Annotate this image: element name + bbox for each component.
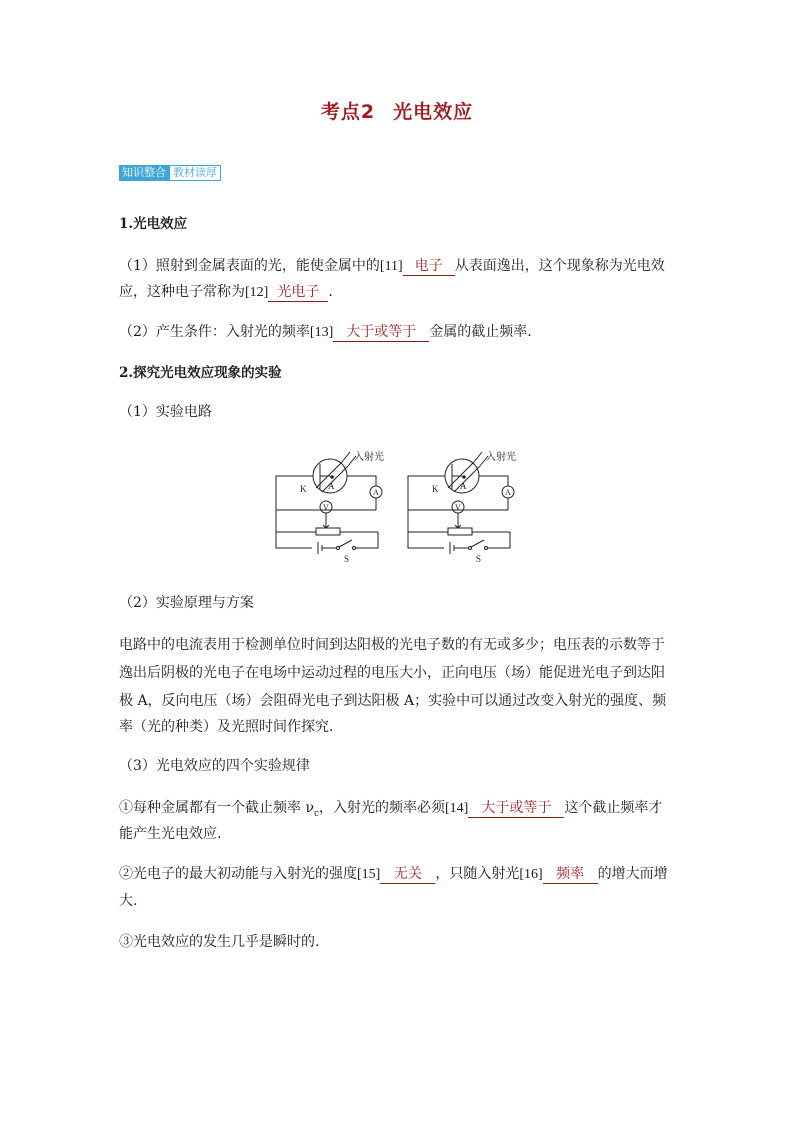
label-ammeter-right: A: [505, 488, 511, 497]
s1-p2-text: （2）产生条件：入射光的频率: [119, 324, 310, 340]
label-a-tube-right: A: [460, 481, 467, 491]
rule-2-line2: 大.: [119, 893, 138, 909]
ref-11: [11]: [379, 259, 403, 274]
label-light-left: 入射光: [354, 452, 384, 463]
answer-15: 无关: [380, 865, 435, 884]
label-switch-left: S: [344, 554, 350, 564]
tag-textbook: 教材读厚: [169, 165, 221, 181]
rule-1-text-b: ，入射光的频率必须: [319, 800, 446, 816]
circuit-diagram: [272, 444, 522, 566]
rule-1-line2: 能产生光电效应.: [119, 826, 222, 842]
answer-13: 大于或等于: [333, 323, 429, 342]
label-a-tube-left: A: [328, 481, 335, 491]
heading-1: 1.光电效应: [119, 216, 188, 232]
s1-p1-text-c: 应，这种电子常称为: [119, 284, 245, 300]
principle-line-3: 极 A，反向电压（场）会阻碍光电子到达阳极 A；实验中可以通过改变入射光的强度、频: [119, 693, 667, 709]
answer-16: 频率: [543, 865, 598, 884]
label-light-right: 入射光: [486, 452, 516, 463]
title-part1: 考点2: [320, 101, 376, 123]
label-k-right: K: [432, 484, 439, 494]
rule-3: ③光电效应的发生几乎是瞬时的.: [119, 934, 320, 950]
rheostat-right-icon: [448, 528, 472, 535]
title-part2: 光电效应: [393, 101, 474, 123]
principle-line-4: 率（光的种类）及光照时间作探究.: [119, 719, 334, 735]
answer-12: 光电子: [268, 283, 328, 302]
answer-11: 电子: [403, 257, 455, 276]
ref-15: [15]: [357, 867, 381, 882]
principle-line-1: 电路中的电流表用于检测单位时间到达阳极的光电子数的有无或多少；电压表的示数等于: [119, 637, 665, 653]
rule-2-text: ②光电子的最大初动能与入射光的强度: [119, 866, 357, 882]
rule-2-text-b: ，只随入射光: [435, 866, 520, 882]
label-k-left: K: [300, 484, 307, 494]
rule-2-line1: [119, 860, 675, 889]
rule-2-text-c: 的增大而增: [597, 866, 668, 882]
label-voltmeter-left: V: [323, 503, 329, 512]
label-switch-right: S: [476, 554, 482, 564]
rule-1-text-c: 这个截止频率才: [564, 800, 663, 816]
section-tags: [119, 165, 221, 181]
tag-knowledge: 知识整合: [119, 165, 169, 181]
principle-line-2: 逸出后阴极的光电子在电场中运动过程的电压大小，正向电压（场）能促进光电子到达阳: [119, 665, 665, 681]
circuit-right: [408, 452, 514, 554]
s1-p1-text: （1）照射到金属表面的光，能使金属中的: [119, 258, 380, 274]
s1-p2-text-b: 金属的截止频率.: [429, 324, 532, 340]
s1-p1-end: .: [328, 284, 333, 300]
label-voltmeter-right: V: [455, 503, 461, 512]
heading-2: 2.探究光电效应现象的实验: [119, 365, 282, 381]
answer-14: 大于或等于: [468, 799, 564, 818]
ref-13: [13]: [309, 325, 334, 340]
rule-1-subscript: c: [313, 808, 320, 819]
ref-14: [14]: [445, 801, 469, 816]
rule-1-text: ①每种金属都有一个截止频率 ν: [119, 800, 314, 816]
ref-12: [12]: [245, 285, 269, 300]
sub-circuit: （1）实验电路: [119, 404, 212, 420]
sub-rules: （3）光电效应的四个实验规律: [119, 758, 310, 774]
page-title: [0, 97, 794, 124]
s1-p1-text-b: 从表面逸出，这个现象称为光电效: [454, 258, 665, 274]
sub-principle: （2）实验原理与方案: [119, 595, 254, 611]
rheostat-left-icon: [316, 528, 340, 535]
s1-p1-line1: [119, 252, 675, 281]
label-ammeter-left: A: [373, 488, 379, 497]
circuit-left: [276, 452, 382, 554]
ref-16: [16]: [519, 867, 543, 882]
s1-p2: [119, 318, 675, 347]
s1-p1-line2: [119, 278, 675, 307]
